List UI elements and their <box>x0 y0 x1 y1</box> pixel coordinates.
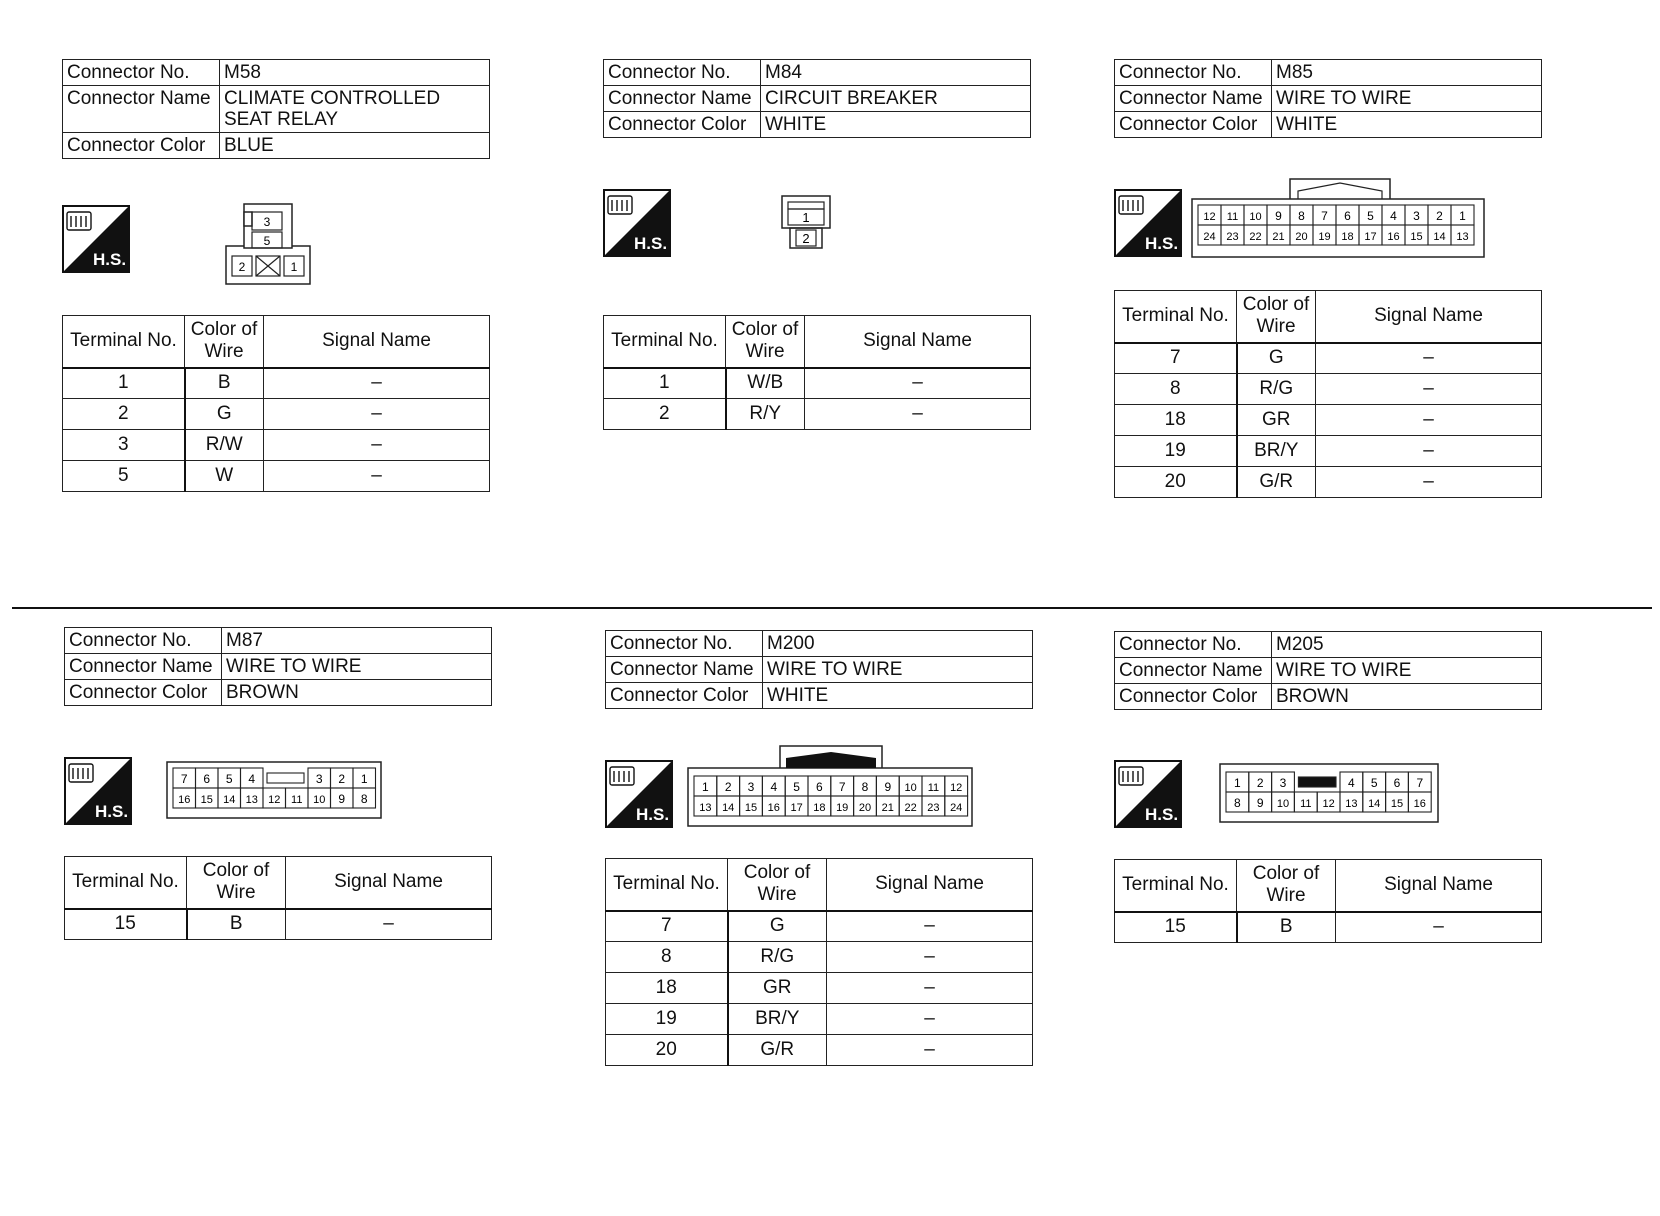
connector-color: BLUE <box>220 133 490 159</box>
table-row <box>1115 912 1542 943</box>
label-connector-color: Connector Color <box>63 133 220 159</box>
pin-label: 20 <box>858 802 872 814</box>
label-connector-color: Connector Color <box>1115 112 1272 138</box>
pin-label: 18 <box>1341 231 1354 243</box>
connector-face-diagram <box>1190 177 1490 261</box>
hs-label: H.S. <box>93 250 127 269</box>
label-connector-name: Connector Name <box>65 654 222 680</box>
pin-label: 4 <box>770 780 778 794</box>
terminal-table <box>1114 290 1542 498</box>
pin-label: 13 <box>1345 798 1358 810</box>
pin-label: 15 <box>1390 798 1404 810</box>
terminal-no: 8 <box>606 942 728 973</box>
connector-color: WHITE <box>1272 112 1542 138</box>
signal-name: – <box>805 399 1031 430</box>
wire-color: GR <box>728 973 827 1004</box>
pin-label: 9 <box>884 780 892 794</box>
pin-label: 3 <box>315 772 323 786</box>
connector-color: WHITE <box>761 112 1031 138</box>
connector-key <box>1298 777 1336 787</box>
pin-label: 5 <box>225 772 233 786</box>
terminal-table <box>1114 859 1542 943</box>
pin-label: 21 <box>1272 231 1285 243</box>
terminal-no: 3 <box>63 430 185 461</box>
pin-label: 23 <box>927 802 940 814</box>
signal-name: – <box>827 942 1033 973</box>
pin-label: 9 <box>1256 796 1264 810</box>
terminal-no: 2 <box>63 399 185 430</box>
pin-label: 11 <box>1226 211 1239 223</box>
pin-label: 16 <box>1413 798 1426 810</box>
pin-label: 4 <box>1390 209 1397 223</box>
label-connector-color: Connector Color <box>1115 684 1272 710</box>
pin-label: 12 <box>950 782 963 794</box>
connector-info-table <box>605 630 1033 709</box>
pin-label: 14 <box>223 794 236 806</box>
connector-name: WIRE TO WIRE <box>763 657 1033 683</box>
pin-label: 5 <box>263 234 271 248</box>
header-terminal-no: Terminal No. <box>1115 291 1237 343</box>
terminal-no: 18 <box>1115 405 1237 436</box>
signal-name: – <box>805 368 1031 399</box>
pin-label: 14 <box>1368 798 1381 810</box>
header-terminal-no: Terminal No. <box>1115 860 1237 912</box>
pin-label: 12 <box>1203 211 1216 223</box>
hs-label: H.S. <box>95 802 129 821</box>
label-connector-no: Connector No. <box>1115 60 1272 86</box>
signal-name: – <box>1336 912 1542 943</box>
wire-color: B <box>1237 912 1336 943</box>
pin-label: 17 <box>790 802 803 814</box>
pin-label: 9 <box>1275 209 1282 223</box>
pin-label: 10 <box>313 794 326 806</box>
table-row <box>606 1004 1033 1035</box>
pin-label: 15 <box>744 802 758 814</box>
connector-no: M87 <box>222 628 492 654</box>
table-row <box>65 909 492 940</box>
header-terminal-no: Terminal No. <box>65 857 187 909</box>
hs-harness-side-icon <box>603 189 671 257</box>
terminal-no: 15 <box>1115 912 1237 943</box>
table-row <box>1115 467 1542 498</box>
pin-label: 14 <box>722 802 735 814</box>
wire-color: R/G <box>728 942 827 973</box>
hs-harness-side-icon <box>64 757 132 825</box>
terminal-no: 19 <box>1115 436 1237 467</box>
terminal-no: 1 <box>604 368 726 399</box>
terminal-no: 15 <box>65 909 187 940</box>
header-color-of-wire: Color of Wire <box>1237 860 1336 912</box>
pin-label: 6 <box>1393 776 1401 790</box>
pin-label: 3 <box>1413 209 1420 223</box>
connector-name: CIRCUIT BREAKER <box>761 86 1031 112</box>
pin-label: 13 <box>1456 231 1469 243</box>
header-terminal-no: Terminal No. <box>606 859 728 911</box>
wire-color: G <box>1237 343 1316 374</box>
pin-label: 4 <box>248 772 256 786</box>
connector-no: M58 <box>220 60 490 86</box>
label-connector-name: Connector Name <box>606 657 763 683</box>
pin-label: 2 <box>238 260 246 274</box>
pin-label: 6 <box>816 780 823 794</box>
pin-label: 2 <box>802 231 810 246</box>
wire-color: G/R <box>1237 467 1316 498</box>
pin-label: 11 <box>927 782 940 794</box>
pin-label: 23 <box>1226 231 1239 243</box>
connector-name: WIRE TO WIRE <box>1272 658 1542 684</box>
label-connector-no: Connector No. <box>1115 632 1272 658</box>
label-connector-name: Connector Name <box>1115 658 1272 684</box>
pin-label: 12 <box>1322 798 1335 810</box>
hs-label: H.S. <box>1145 805 1179 824</box>
pin-label: 19 <box>836 802 849 814</box>
signal-name: – <box>264 399 490 430</box>
pin-label: 24 <box>1203 231 1216 243</box>
pin-grid <box>1198 205 1474 245</box>
header-signal-name: Signal Name <box>1336 860 1542 912</box>
wire-color: R/Y <box>726 399 805 430</box>
label-connector-name: Connector Name <box>604 86 761 112</box>
table-row <box>1115 436 1542 467</box>
terminal-no: 2 <box>604 399 726 430</box>
wire-color: GR <box>1237 405 1316 436</box>
header-color-of-wire: Color of Wire <box>1237 291 1316 343</box>
pin-label: 7 <box>1416 776 1424 790</box>
label-connector-color: Connector Color <box>606 683 763 709</box>
table-row <box>1115 405 1542 436</box>
pin-label: 7 <box>1321 209 1328 223</box>
header-signal-name: Signal Name <box>805 316 1031 368</box>
label-connector-no: Connector No. <box>65 628 222 654</box>
header-terminal-no: Terminal No. <box>63 316 185 368</box>
pin-grid <box>1226 772 1431 812</box>
signal-name: – <box>827 1035 1033 1066</box>
hs-harness-side-icon <box>1114 189 1182 257</box>
connector-info-table <box>62 59 490 159</box>
table-row <box>604 368 1031 399</box>
signal-name: – <box>827 973 1033 1004</box>
table-row <box>606 1035 1033 1066</box>
label-connector-color: Connector Color <box>604 112 761 138</box>
connector-color: WHITE <box>763 683 1033 709</box>
connector-face-diagram <box>224 202 312 286</box>
pin-label: 2 <box>338 772 346 786</box>
signal-name: – <box>264 461 490 492</box>
pin-grid <box>173 768 376 808</box>
terminal-no: 8 <box>1115 374 1237 405</box>
terminal-table <box>605 858 1033 1066</box>
hs-harness-side-icon <box>1114 760 1182 828</box>
header-color-of-wire: Color of Wire <box>726 316 805 368</box>
connector-info-table <box>1114 631 1542 710</box>
pin-label: 3 <box>263 215 271 229</box>
pin-label: 8 <box>360 792 368 806</box>
pin-label: 2 <box>1436 209 1443 223</box>
connector-name: WIRE TO WIRE <box>1272 86 1542 112</box>
table-row <box>63 430 490 461</box>
pin-label: 7 <box>180 772 188 786</box>
terminal-no: 5 <box>63 461 185 492</box>
label-connector-no: Connector No. <box>604 60 761 86</box>
header-color-of-wire: Color of Wire <box>185 316 264 368</box>
pin-label: 12 <box>268 794 281 806</box>
pin-label: 17 <box>1364 231 1377 243</box>
terminal-table <box>62 315 490 492</box>
signal-name: – <box>827 1004 1033 1035</box>
table-row <box>63 399 490 430</box>
signal-name: – <box>1316 467 1542 498</box>
connector-color: BROWN <box>222 680 492 706</box>
table-row <box>63 368 490 399</box>
table-row <box>1115 374 1542 405</box>
pin-label: 8 <box>861 780 869 794</box>
hs-label: H.S. <box>636 805 670 824</box>
pin-label: 5 <box>793 780 800 794</box>
signal-name: – <box>1316 405 1542 436</box>
pin-grid <box>694 776 968 816</box>
signal-name: – <box>1316 343 1542 374</box>
pin-label: 5 <box>1370 776 1378 790</box>
pin-label: 14 <box>1433 231 1446 243</box>
wire-color: G <box>185 399 264 430</box>
pin-label: 9 <box>338 792 346 806</box>
connector-color: BROWN <box>1272 684 1542 710</box>
pin-label: 19 <box>1318 231 1331 243</box>
hs-harness-side-icon <box>605 760 673 828</box>
pin-label: 16 <box>1387 231 1400 243</box>
header-color-of-wire: Color of Wire <box>187 857 286 909</box>
connector-name: CLIMATE CONTROLLED SEAT RELAY <box>220 86 490 133</box>
wire-color: BR/Y <box>728 1004 827 1035</box>
table-row <box>606 973 1033 1004</box>
label-connector-name: Connector Name <box>63 86 220 133</box>
pin-label: 2 <box>724 780 732 794</box>
pin-label: 2 <box>1256 776 1264 790</box>
wire-color: BR/Y <box>1237 436 1316 467</box>
pin-label: 10 <box>904 782 917 794</box>
wire-color: B <box>185 368 264 399</box>
signal-name: – <box>286 909 492 940</box>
hs-label: H.S. <box>1145 234 1179 253</box>
terminal-no: 20 <box>1115 467 1237 498</box>
section-divider <box>12 607 1652 609</box>
pin-label: 1 <box>360 772 368 786</box>
connector-no: M205 <box>1272 632 1542 658</box>
signal-name: – <box>264 430 490 461</box>
label-connector-name: Connector Name <box>1115 86 1272 112</box>
pin-label: 1 <box>1234 776 1241 790</box>
pin-label: 6 <box>1344 209 1351 223</box>
pin-label: 20 <box>1295 231 1308 243</box>
pin-label: 1 <box>702 780 709 794</box>
connector-info-table <box>1114 59 1542 138</box>
pin-label: 22 <box>1249 231 1262 243</box>
wire-color: R/W <box>185 430 264 461</box>
pin-label: 10 <box>1249 211 1262 223</box>
pin-label: 13 <box>245 794 258 806</box>
header-signal-name: Signal Name <box>1316 291 1542 343</box>
connector-info-table <box>64 627 492 706</box>
connector-face-diagram <box>686 744 976 830</box>
connector-face-diagram <box>780 194 834 252</box>
label-connector-color: Connector Color <box>65 680 222 706</box>
terminal-no: 19 <box>606 1004 728 1035</box>
header-terminal-no: Terminal No. <box>604 316 726 368</box>
connector-face-diagram <box>1218 762 1442 826</box>
pin-label: 21 <box>881 802 894 814</box>
pin-label: 15 <box>1410 231 1423 243</box>
wire-color: R/G <box>1237 374 1316 405</box>
table-row <box>1115 343 1542 374</box>
wire-color: B <box>187 909 286 940</box>
pin-label: 1 <box>802 210 810 225</box>
table-row <box>606 911 1033 942</box>
hs-harness-side-icon <box>62 205 130 273</box>
label-connector-no: Connector No. <box>606 631 763 657</box>
label-connector-no: Connector No. <box>63 60 220 86</box>
wire-color: W <box>185 461 264 492</box>
hs-label: H.S. <box>634 234 668 253</box>
connector-name: WIRE TO WIRE <box>222 654 492 680</box>
terminal-no: 1 <box>63 368 185 399</box>
table-row <box>604 399 1031 430</box>
table-row <box>63 461 490 492</box>
connector-no: M200 <box>763 631 1033 657</box>
pin-label: 3 <box>1279 776 1287 790</box>
pin-label: 24 <box>950 802 963 814</box>
terminal-table <box>64 856 492 940</box>
wire-color: G/R <box>728 1035 827 1066</box>
pin-label: 10 <box>1276 798 1290 810</box>
pin-label: 11 <box>1300 798 1312 810</box>
connector-info-table <box>603 59 1031 138</box>
terminal-table <box>603 315 1031 430</box>
pin-label: 3 <box>747 780 755 794</box>
pin-label: 5 <box>1367 209 1374 223</box>
pin-label: 16 <box>767 802 780 814</box>
wire-color: W/B <box>726 368 805 399</box>
connector-key <box>267 773 304 783</box>
pin-label: 15 <box>200 794 213 806</box>
signal-name: – <box>264 368 490 399</box>
signal-name: – <box>827 911 1033 942</box>
header-signal-name: Signal Name <box>286 857 492 909</box>
pin-label: 11 <box>291 794 303 806</box>
header-signal-name: Signal Name <box>264 316 490 368</box>
terminal-no: 7 <box>1115 343 1237 374</box>
pin-label: 4 <box>1348 776 1355 790</box>
pin-label: 16 <box>178 794 191 806</box>
connector-face-diagram <box>165 760 385 822</box>
terminal-no: 18 <box>606 973 728 1004</box>
header-signal-name: Signal Name <box>827 859 1033 911</box>
terminal-no: 7 <box>606 911 728 942</box>
pin-label: 1 <box>1459 209 1466 223</box>
signal-name: – <box>1316 374 1542 405</box>
pin-label: 22 <box>904 802 917 814</box>
pin-label: 18 <box>813 802 826 814</box>
pin-label: 1 <box>290 260 298 274</box>
terminal-no: 20 <box>606 1035 728 1066</box>
pin-label: 7 <box>838 780 846 794</box>
table-row <box>606 942 1033 973</box>
wire-color: G <box>728 911 827 942</box>
signal-name: – <box>1316 436 1542 467</box>
pin-label: 8 <box>1298 209 1305 223</box>
pin-label: 6 <box>203 772 211 786</box>
connector-no: M84 <box>761 60 1031 86</box>
header-color-of-wire: Color of Wire <box>728 859 827 911</box>
pin-label: 13 <box>699 802 712 814</box>
connector-no: M85 <box>1272 60 1542 86</box>
pin-label: 8 <box>1234 796 1241 810</box>
